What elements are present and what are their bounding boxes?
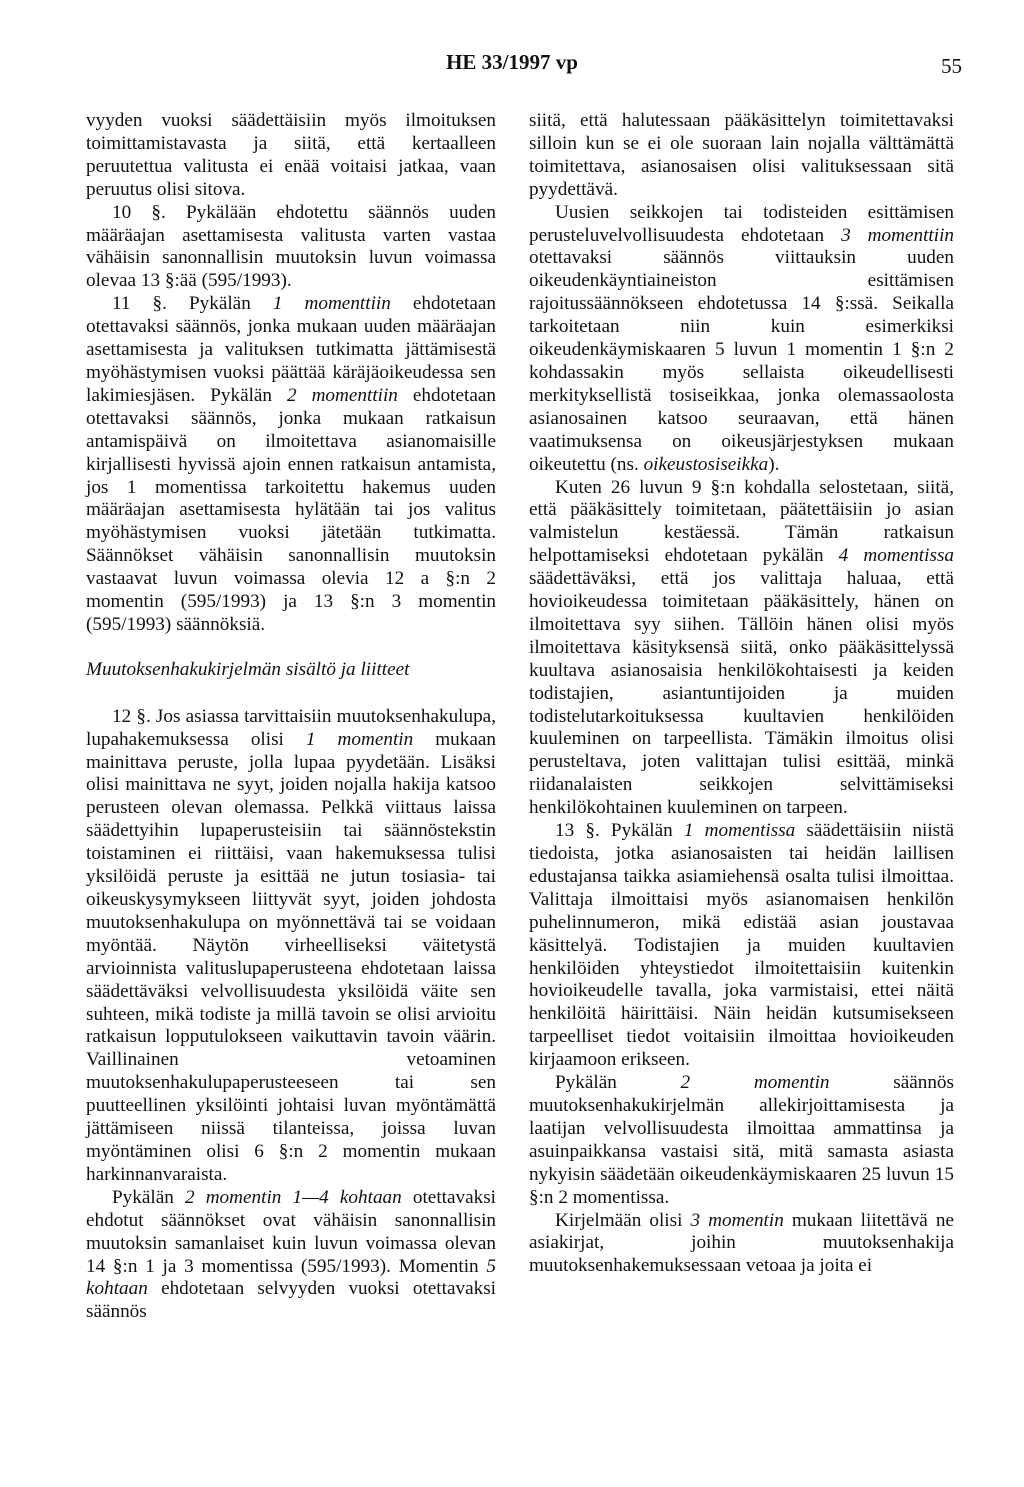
text-span: ehdotetaan otettavaksi säännös, jonka mukaan ratkaisun antamispäivä on ilmoitettava asianomaisille kirjallisesti hyvissä ajoin ennen ratkaisun antamista, jos 1 momentissa tarkoitettu hakemus uuden määräajan asettamisesta hylätään tai jos valitus myöhästymisen vuoksi jätetään tutkimatta. Säännökset vähäisin sanonnallisin muutoksin vastaavat luvun voimassa olevia 12 a §:n 2 momentin (595/1993) ja 13 §:n 3 momentin (595/1993) säännöksiä. — [86, 384, 496, 635]
italic-text: 4 momentissa — [838, 545, 955, 567]
right-column — [529, 110, 954, 1278]
left-paragraph-5 — [86, 1187, 496, 1324]
right-paragraph-3 — [529, 477, 954, 821]
left-column — [86, 110, 496, 1324]
text-span: 12 §. Jos asiassa tarvittaisiin muutoksenhakulupa, lupahakemuksessa olisi — [86, 705, 496, 750]
text-span: Uusien seikkojen tai todisteiden esittämisen perusteluvelvollisuudesta ehdotetaan — [529, 201, 954, 246]
text-span: Pykälän — [112, 1186, 185, 1208]
italic-text: 1 momentissa — [683, 820, 796, 842]
text-span: Kirjelmään olisi — [555, 1209, 691, 1231]
right-paragraph-6 — [529, 1210, 954, 1279]
italic-text: 5 kohtaan — [86, 1255, 496, 1300]
text-span: mukaan mainittava peruste, jolla lupaa pyydetään. Lisäksi olisi mainittava ne syyt, joiden nojalla hakija katsoo perusteen olevan olemassa. Pelkkä viittaus laissa säädettyihin lupaperusteisiin tai säännöstekstin toistaminen ei riittäisi, vaan hakemuksessa tulisi yksilöidä peruste ja esittää ne jutun tosiasia- tai oikeuskysymykseen liittyvät syyt, joiden johdosta muutoksenhakulupa on myönnettävä tai se voidaan myöntää. Näytön virheelliseksi väitetystä arvioinnista valituslupaperusteena ehdotetaan laissa säädettäväksi velvollisuudesta yksilöidä väite sen suhteen, mikä todiste ja millä tavoin se olisi arvioitu ratkaisun lopputulokseen vaikuttavin tavoin väärin. Vaillinainen vetoaminen muutoksenhakulupaperusteeseen tai sen puutteellinen yksilöinti johtaisi luvan myöntämättä jättämiseen niissä tilanteissa, joissa luvan myöntäminen olisi 6 §:n 2 momentin mukaan harkinnanvaraista. — [86, 728, 496, 1185]
text-span: Pykälän — [555, 1072, 681, 1094]
text-span: ). — [768, 453, 780, 475]
left-paragraph-2: 10 §. Pykälään ehdotettu säännös uuden määräajan asettamisesta valitusta varten vastaa vähäisin sanonnallisin muutoksin luvun voimassa olevaa 13 §:ää (595/1993). — [86, 201, 496, 292]
left-paragraph-1: vyyden vuoksi säädettäisiin myös ilmoituksen toimittamistavasta ja siitä, että kertaalleen peruutettua valitusta ei enää voitaisi jatkaa, vaan peruutus olisi sitova. — [86, 110, 496, 200]
text-span: ehdotetaan otettavaksi säännös, jonka mukaan uuden määräajan asettamisesta ja valituksen tutkimatta jättämisestä myöhästymisen vuoksi päättää käräjäoikeudessa sen lakimiesjäsen. Pykälän — [86, 293, 496, 406]
right-paragraph-4 — [529, 820, 954, 1072]
section-heading: Muutoksenhakukirjelmän sisältö ja liitteet — [86, 658, 410, 680]
header-title: HE 33/1997 vp — [446, 50, 578, 74]
right-paragraph-2 — [529, 202, 954, 477]
italic-text: oikeustosiseikka — [643, 453, 769, 475]
text-span: säädettäväksi, että jos valittaja haluaa, että hovioikeudessa toimitetaan pääkäsittely, hänen on ilmoitettava syy siihen. Tällöin hänen olisi myös ilmoitettava käsityksensä siitä, onko pääkäsittelyssä kuultava asianosaisia henkilökohtaisesti ja keiden todistajien, asiantuntijoiden ja muiden todistelutarkoituksessa kuultavien henkilöiden kuuleminen on tarpeellista. Tämäkin ilmoitus olisi perusteltava, joten valittajan tulisi esittää, minkä riidanalaisten seikkojen selvittämiseksi henkilökohtainen kuuleminen on tarpeen. — [529, 568, 954, 819]
text-span: 13 §. Pykälän — [555, 820, 684, 842]
text-span: mukaan liitettävä ne asiakirjat, joihin muutoksenhakija muutoksenhakemuksessaan vetoaa ja joita ei — [529, 1209, 954, 1277]
italic-text: 3 momentin — [690, 1209, 784, 1231]
text-span: säädettäisiin niistä tiedoista, jotka asianosaisten tai heidän laillisen edustajansa taikka asiamiehensä osalta tulisi ilmoittaa. Valittaja ilmoittaisi myös asianomaisen henkilön puhelinnumeron, mikä edistää asian joustavaa käsittelyä. Todistajien ja muiden kuultavien henkilöiden yhteystiedot ilmoitettaisiin kuitenkin hovioikeudelle tavalla, joka varmistaisi, ettei näitä henkilöitä häirittäisi. Näin heidän kutsumisekseen tarpeelliset tiedot voitaisiin ilmoittaa hovioikeuden kirjaamoon erikseen. — [529, 820, 954, 1071]
text-span: otettavaksi säännös viittauksin uuden oikeudenkäyntiaineiston esittämisen rajoitussäännökseen ehdotetussa 14 §:ssä. Seikalla tarkoitetaan niin kuin esimerkiksi oikeudenkäymiskaaren 5 luvun 1 momentin 1 §:n 2 kohdassakin myös sellaista oikeudellisesti merkityksellistä tosiseikkaa, jonka olemassaolosta asianosainen katsoo seuraavan, että hänen vaatimuksensa on oikeusjärjestyksen mukaan oikeutettu (ns. — [529, 247, 954, 475]
italic-text: 2 momenttiin — [287, 384, 398, 406]
text-span: Kuten 26 luvun 9 §:n kohdalla selostetaan, siitä, että pääkäsittely toimitetaan, päätettäisiin jo asian valmistelun kestäessä. Tämän ratkaisun helpottamiseksi ehdotetaan pykälän — [529, 476, 954, 567]
text-span: otettavaksi ehdotut säännökset ovat vähäisin sanonnallisin muutoksin samanlaiset kuin luvun voimassa olevan 14 §:n 1 ja 3 momentissa (595/1993). Momentin — [86, 1186, 496, 1277]
italic-text: 1 momentin — [305, 728, 414, 750]
italic-text: 2 momentin — [680, 1072, 830, 1094]
italic-text: 3 momenttiin — [841, 224, 954, 246]
italic-text: 1 momenttiin — [272, 293, 391, 315]
right-paragraph-5 — [529, 1072, 954, 1209]
right-paragraph-1: siitä, että halutessaan pääkäsittelyn toimitettavaksi silloin kun se ei ole suoraan lain nojalla välttämättä toimitettava, asianosaisen olisi valituksessaan sitä pyydettävä. — [529, 110, 954, 200]
text-span: ehdotetaan selvyyden vuoksi otettavaksi säännös — [86, 1278, 496, 1323]
italic-text: 2 momentin 1—4 kohtaan — [184, 1186, 402, 1208]
text-span: säännös muutoksenhakukirjelmän allekirjoittamisesta ja laatijan velvollisuudesta ilmoittaa ammattinsa ja asuinpaikkansa vastaisi sitä, mitä samasta asiasta nykyisin säädetään oikeudenkäymiskaaren 25 luvun 15 §:n 2 momentissa. — [529, 1072, 954, 1208]
page-header — [0, 50, 1024, 82]
left-paragraph-3 — [86, 293, 496, 637]
left-paragraph-4 — [86, 706, 496, 1187]
text-span: 11 §. Pykälän — [112, 293, 273, 315]
page-number: 55 — [941, 54, 962, 78]
